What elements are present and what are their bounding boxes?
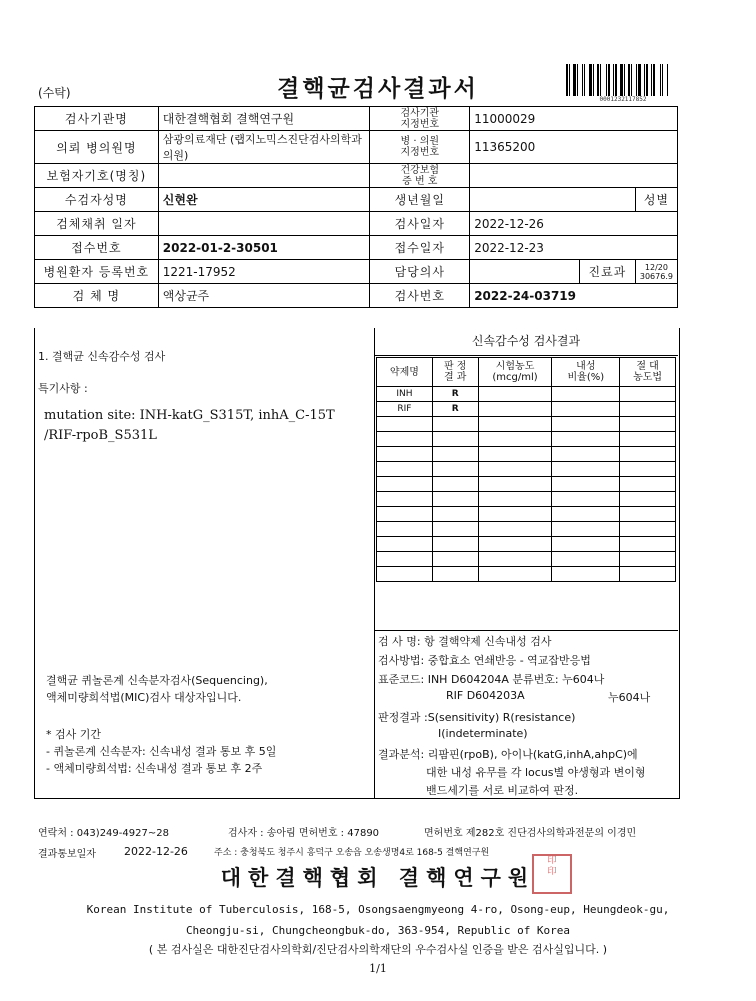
collect-value [158,212,370,236]
agency-label: 검사기관명 [35,107,159,131]
barcode-bar [644,64,645,96]
col-drug: 약제명 [377,358,433,387]
footer-inspector: 검사자 : 송아림 면허번호 : 47890 [228,828,380,839]
abs-cell [620,432,676,447]
ratio-cell [552,537,620,552]
ratio-cell [552,567,620,582]
patient-reg-label: 병원환자 등록번호 [35,260,159,284]
doctor-value [470,260,580,284]
ratio-cell [552,507,620,522]
left-pane [34,328,375,798]
results-row [377,567,676,582]
barcode-bar [618,64,619,96]
abs-cell [620,567,676,582]
barcode-bar [653,64,655,96]
result-cell [432,492,478,507]
specimen-label: 검 체 명 [35,284,159,308]
results-row [377,552,676,567]
reception-no: 2022-01-2-30501 [158,236,370,260]
report-date: 2022-12-26 [124,845,188,858]
period-line1: - 퀴놀론계 신속분자: 신속내성 결과 통보 후 5일 [46,745,277,758]
barcode-bar [624,64,625,96]
hospital-label: 의뢰 병의원명 [35,131,159,164]
page-title: 결핵균검사결과서 [277,76,479,102]
barcode [566,64,680,96]
organization-name: 대한결핵협회 결핵연구원 [220,866,536,890]
abs-cell [620,462,676,477]
results-row [377,387,676,402]
certification-note: ( 본 검사실은 대한진단검사의학회/진단검사의학재단의 우수검사실 인증을 받은 검사실입니다. ) [148,943,608,956]
ratio-cell [552,522,620,537]
drug-cell [377,447,433,462]
conc-cell [478,537,552,552]
results-header: 신속감수성 검사결과 [374,328,678,356]
footer-license: 면허번호 제282호 진단검사의학과전문의 이경민 [424,828,637,839]
abs-cell [620,477,676,492]
english-address-line2: Cheongju-si, Chungcheongbuk-do, 363-954, Republic of Korea [185,924,571,937]
drug-cell [377,552,433,567]
result-cell [432,537,478,552]
barcode-bar [642,64,643,96]
receipt-label: (수탁) [38,86,71,100]
dept-value: 12/20 30676.9 [635,260,677,284]
abs-cell [620,447,676,462]
barcode-bar [569,64,570,96]
barcode-bar [595,64,596,96]
method-line3: 표준코드: INH D604204A 분류번호: 누604나 [378,673,605,686]
barcode-bar [626,64,627,96]
barcode-bar [651,64,652,96]
info-table [34,106,678,308]
result-cell [432,417,478,432]
method-line8: 대한 내성 유무를 각 locus별 야생형과 변이형 [426,766,646,779]
conc-cell [478,567,552,582]
barcode-bar [656,64,659,96]
reception-date: 2022-12-23 [470,236,678,260]
drug-cell [377,417,433,432]
barcode-bar [628,64,630,96]
method-line6: I(indeterminate) [438,727,528,740]
conc-cell [478,507,552,522]
conc-cell [478,492,552,507]
agency-no: 11000029 [470,107,678,131]
method-line1: 검 사 명: 항 결핵약제 신속내성 검사 [378,635,552,648]
hospital-value: 삼광의료재단 (랩지노믹스진단검사의학과의원) [158,131,370,164]
method-line4b: 누604나 [608,691,651,704]
barcode-bar [582,64,583,96]
patient-reg: 1221-17952 [158,260,370,284]
results-row [377,492,676,507]
barcode-bar [636,64,637,96]
barcode-bar [667,64,668,96]
result-cell [432,567,478,582]
patient-value: 신현완 [158,188,370,212]
results-row [377,522,676,537]
barcode-bar [615,64,617,96]
result-cell [432,432,478,447]
ratio-cell [552,447,620,462]
barcode-bar [600,64,601,96]
period-title: * 검사 기간 [46,728,101,741]
test-date-label: 검사일자 [370,212,470,236]
drug-cell: RIF [377,402,433,417]
abs-cell [620,417,676,432]
barcode-bar [589,64,592,96]
drug-cell [377,432,433,447]
results-row [377,477,676,492]
abs-cell [620,537,676,552]
barcode-bar [579,64,581,96]
col-abs: 절 대 농도법 [620,358,676,387]
english-address-line1: Korean Institute of Tuberculosis, 168-5, Osongsaengmyeong 4-ro, Osong-eup, Heungdeok-gu, [86,903,670,916]
dob-label: 생년월일 [370,188,470,212]
barcode-number: 0001232117852 [599,96,647,103]
abs-cell [620,492,676,507]
result-cell [432,477,478,492]
barcode-bar [638,64,641,96]
drug-cell [377,567,433,582]
special-label: 특기사항 : [38,382,88,395]
reception-no-label: 접수번호 [35,236,159,260]
results-row [377,507,676,522]
test-date: 2022-12-26 [470,212,678,236]
conc-cell [478,552,552,567]
abs-cell [620,402,676,417]
col-ratio: 내성 비율(%) [552,358,620,387]
drug-cell: INH [377,387,433,402]
results-row [377,432,676,447]
results-row [377,447,676,462]
section-title: 1. 결핵균 신속감수성 검사 [38,350,166,363]
barcode-bar [664,64,666,96]
test-no: 2022-24-03719 [470,284,678,308]
drug-cell [377,462,433,477]
note-line1: 결핵균 퀴놀론계 신속분자검사(Sequencing), [46,674,268,687]
result-cell [432,522,478,537]
agency-value: 대한결핵협회 결핵연구원 [158,107,370,131]
result-cell: R [432,387,478,402]
method-line7: 결과분석: 리팜핀(rpoB), 아이나(katG,inhA,ahpC)에 [378,748,638,761]
barcode-bar [620,64,623,96]
barcode-bar [602,64,605,96]
mutation-line1: mutation site: INH-katG_S315T, inhA_C-15T [44,408,335,423]
ratio-cell [552,552,620,567]
barcode-bar [597,64,599,96]
results-row [377,537,676,552]
abs-cell [620,507,676,522]
collect-label: 검체채취 일자 [35,212,159,236]
barcode-bar [611,64,612,96]
conc-cell [478,402,552,417]
conc-cell [478,417,552,432]
specimen-value: 액상균주 [158,284,370,308]
abs-cell [620,387,676,402]
insurer-value [158,164,370,188]
barcode-bar [631,64,632,96]
results-table [376,357,676,582]
result-cell [432,507,478,522]
hospital-no: 11365200 [470,131,678,164]
barcode-bar [662,64,663,96]
ratio-cell [552,402,620,417]
barcode-bar [584,64,585,96]
test-no-label: 검사번호 [370,284,470,308]
method-line9: 밴드세기를 서로 비교하여 판정. [426,784,579,797]
note-line2: 액체미량희석법(MIC)검사 대상자입니다. [46,691,242,704]
conc-cell [478,432,552,447]
conc-cell [478,522,552,537]
ratio-cell [552,417,620,432]
drug-cell [377,522,433,537]
footer-contact: 연락처 : 043)249-4927~28 [38,828,169,839]
barcode-bar [606,64,607,96]
health-no-label: 건강보험 증 번 호 [370,164,470,188]
result-cell [432,447,478,462]
col-conc: 시험농도 (mcg/ml) [478,358,552,387]
barcode-bar [586,64,588,96]
period-line2: - 액체미량희석법: 신속내성 결과 통보 후 2주 [46,762,263,775]
results-head-row [377,358,676,387]
result-cell [432,552,478,567]
ratio-cell [552,492,620,507]
barcode-bar [593,64,594,96]
method-box [374,630,678,799]
dob-value [470,188,636,212]
results-row [377,462,676,477]
conc-cell [478,477,552,492]
ratio-cell [552,387,620,402]
result-cell [432,462,478,477]
official-seal: 印 印 [532,854,572,894]
drug-cell [377,477,433,492]
results-row [377,402,676,417]
barcode-bar [660,64,661,96]
barcode-bar [646,64,648,96]
barcode-bar [573,64,576,96]
ratio-cell [552,477,620,492]
footer-address: 주소 : 충청북도 청주시 흥덕구 오송읍 오송생명4로 168-5 결핵연구원 [214,848,490,858]
result-cell: R [432,402,478,417]
insurer-label: 보험자기호(명칭) [35,164,159,188]
barcode-bar [571,64,572,96]
col-judge: 판 정 결 과 [432,358,478,387]
barcode-bar [577,64,578,96]
agency-no-label: 검사기관 지정번호 [370,107,470,131]
conc-cell [478,387,552,402]
drug-cell [377,507,433,522]
health-no [470,164,678,188]
method-line2: 검사방법: 중합효소 연쇄반응 - 역교잡반응법 [378,654,591,667]
report-date-label: 결과통보일자 [38,849,96,860]
barcode-bar [649,64,650,96]
barcode-bar [608,64,610,96]
drug-cell [377,537,433,552]
method-line4: RIF D604203A [446,689,525,702]
barcode-bar [566,64,568,96]
hospital-no-label: 병 · 의원 지정번호 [370,131,470,164]
barcode-bar [633,64,635,96]
barcode-bar [613,64,614,96]
sex-label: 성별 [635,188,677,212]
reception-date-label: 접수일자 [370,236,470,260]
page-number: 1/1 [369,962,387,975]
conc-cell [478,447,552,462]
patient-label: 수검자성명 [35,188,159,212]
mutation-line2: /RIF-rpoB_S531L [44,428,157,443]
drug-cell [377,492,433,507]
abs-cell [620,522,676,537]
results-row [377,417,676,432]
ratio-cell [552,432,620,447]
abs-cell [620,552,676,567]
doctor-label: 담당의사 [370,260,470,284]
dept-label: 진료과 [579,260,635,284]
method-line5: 판정결과 :S(sensitivity) R(resistance) [378,711,576,724]
conc-cell [478,462,552,477]
ratio-cell [552,462,620,477]
